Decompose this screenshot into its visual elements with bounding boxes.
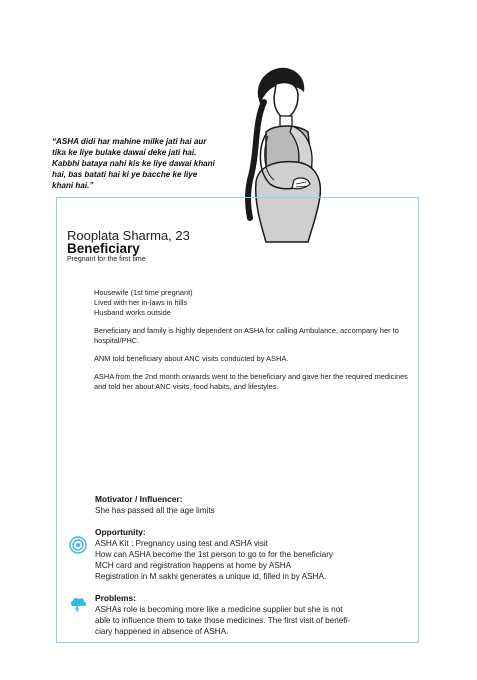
fact-paragraph: ASHA from the 2nd month onwards went to the beneficiary and gave her the required medicines and told her about ANC visits, food habits, and lifestyles. [94,372,408,391]
persona-facts [94,288,414,392]
problems-line: able to influence them to take those medicines. The first visit of benefi- [95,616,351,625]
opportunity-line: Registration in M sakhi generates a unique id, filled in by ASHA. [95,572,327,581]
problems-body [95,604,413,637]
storm-cloud-icon [69,596,87,612]
opportunity-heading: Opportunity: [95,527,146,537]
fact-paragraph: Beneficiary and family is highly dependent on ASHA for calling Ambulance, accompany her to hospital/PHC. [94,326,399,345]
problems-line: ciary happened in absence of ASHA. [95,627,229,636]
target-icon [69,536,87,554]
opportunity-line: ASHA Kit : Pregnancy using test and ASHA visit [95,539,268,548]
problems-line: ASHAs role is becoming more like a medicine supplier but she is not [95,605,343,614]
motivator-heading: Motivator / Influencer: [95,494,183,504]
fact-line: Lived with her in-laws in hills [94,298,188,307]
persona-quote: “ASHA didi har mahine milke jati hai aur tika ke liye bulake dawai deke jati hai. Kabbhi bataya nahi kis ke liye dawai khani hai, bas batati hai ki ye bacche ke liye khani hai.” [52,137,215,190]
opportunity-body [95,538,413,582]
opportunity-line: How can ASHA become the 1st person to go to for the beneficiary [95,550,334,559]
fact-line: Housewife (1st time pregnant) [94,288,193,297]
persona-role: Beneficiary [67,241,140,256]
persona-name: Rooplata Sharma, 23 [67,228,190,243]
fact-paragraph: ANM told beneficiary about ANC visits conducted by ASHA. [94,354,289,363]
opportunity-line: MCH card and registration happens at home by ASHA [95,561,292,570]
fact-line: Husband works outside [94,308,171,317]
motivator-body: She has passed all the age limits [95,506,215,515]
persona-subrole: Pregnant for the first time [67,256,146,263]
problems-heading: Problems: [95,593,136,603]
